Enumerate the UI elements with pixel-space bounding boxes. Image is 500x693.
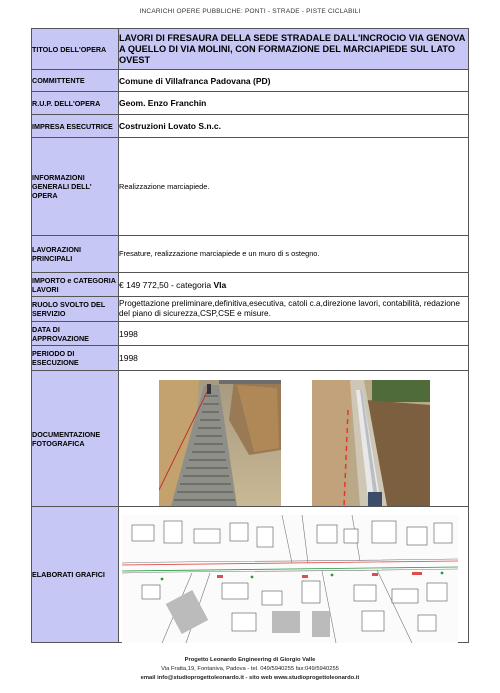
row-informazioni bbox=[32, 138, 469, 236]
value-impresa: Costruzioni Lovato S.n.c. bbox=[119, 115, 469, 138]
label-periodo: PERIODO DI ESECUZIONE bbox=[32, 346, 119, 371]
footer-address: Via Fratta,19, Fontaniva, Padova - tel. 049/5940255 fax:049/5940255 bbox=[161, 666, 339, 672]
site-plan-drawing bbox=[122, 515, 458, 643]
value-informazioni: Realizzazione marciapiede. bbox=[119, 138, 469, 236]
label-impresa: IMPRESA ESECUTRICE bbox=[32, 115, 119, 138]
row-approvazione bbox=[32, 322, 469, 346]
row-ruolo bbox=[32, 297, 469, 322]
value-periodo: 1998 bbox=[119, 346, 469, 371]
value-importo bbox=[119, 273, 469, 297]
row-titolo bbox=[32, 29, 469, 70]
row-importo bbox=[32, 273, 469, 297]
label-elaborati: ELABORATI GRAFICI bbox=[32, 507, 119, 643]
row-rup bbox=[32, 92, 469, 115]
value-rup: Geom. Enzo Franchin bbox=[119, 92, 469, 115]
label-informazioni: INFORMAZIONI GENERALI DELL' OPERA bbox=[32, 138, 119, 236]
value-ruolo: Progettazione preliminare,definitiva,esecutiva, catoli c.a,direzione lavori, contabilità, redazione del piano di sicurezza,CSP,CSE e misure. bbox=[119, 297, 469, 322]
row-periodo bbox=[32, 346, 469, 371]
label-committente: COMMITTENTE bbox=[32, 70, 119, 92]
label-rup: R.U.P. DELL'OPERA bbox=[32, 92, 119, 115]
construction-photo-rebar bbox=[159, 380, 281, 506]
footer-company: Progetto Leonardo Engineering di Giorgio Valle bbox=[184, 657, 316, 663]
row-impresa bbox=[32, 115, 469, 138]
value-committente: Comune di Villafranca Padovana (PD) bbox=[119, 70, 469, 92]
label-approvazione: DATA DI APPROVAZIONE bbox=[32, 322, 119, 346]
row-lavorazioni bbox=[32, 236, 469, 273]
label-importo: IMPORTO e CATEGORIA LAVORI bbox=[32, 273, 119, 297]
label-ruolo: RUOLO SVOLTO DEL SERVIZIO bbox=[32, 297, 119, 322]
value-approvazione: 1998 bbox=[119, 322, 469, 346]
row-committente bbox=[32, 70, 469, 92]
importo-amount: € 149 772,50 - categoria bbox=[119, 279, 214, 290]
footer-contacts: email info@studioprogettoleonardo.it - sito web www.studioprogettoleonardo.it bbox=[140, 675, 360, 681]
label-documentazione: DOCUMENTAZIONE FOTOGRAFICA bbox=[32, 371, 119, 507]
label-lavorazioni: LAVORAZIONI PRINCIPALI bbox=[32, 236, 119, 273]
page-header: INCARICHI OPERE PUBBLICHE: PONTI - STRADE - PISTE CICLABILI bbox=[139, 8, 361, 15]
construction-photo-trench bbox=[312, 380, 430, 506]
value-lavorazioni: Fresature, realizzazione marciapiede e un muro di s ostegno. bbox=[119, 236, 469, 273]
page-footer bbox=[0, 656, 500, 683]
label-titolo: TITOLO DELL'OPERA bbox=[32, 29, 119, 70]
value-titolo: LAVORI DI FRESAURA DELLA SEDE STRADALE DALL'INCROCIO VIA GENOVA A QUELLO DI VIA MOLINI, CON FORMAZIONE DEL MARCIAPIEDE SUL LATO OVEST bbox=[119, 29, 469, 70]
importo-categoria: VIa bbox=[213, 279, 227, 290]
